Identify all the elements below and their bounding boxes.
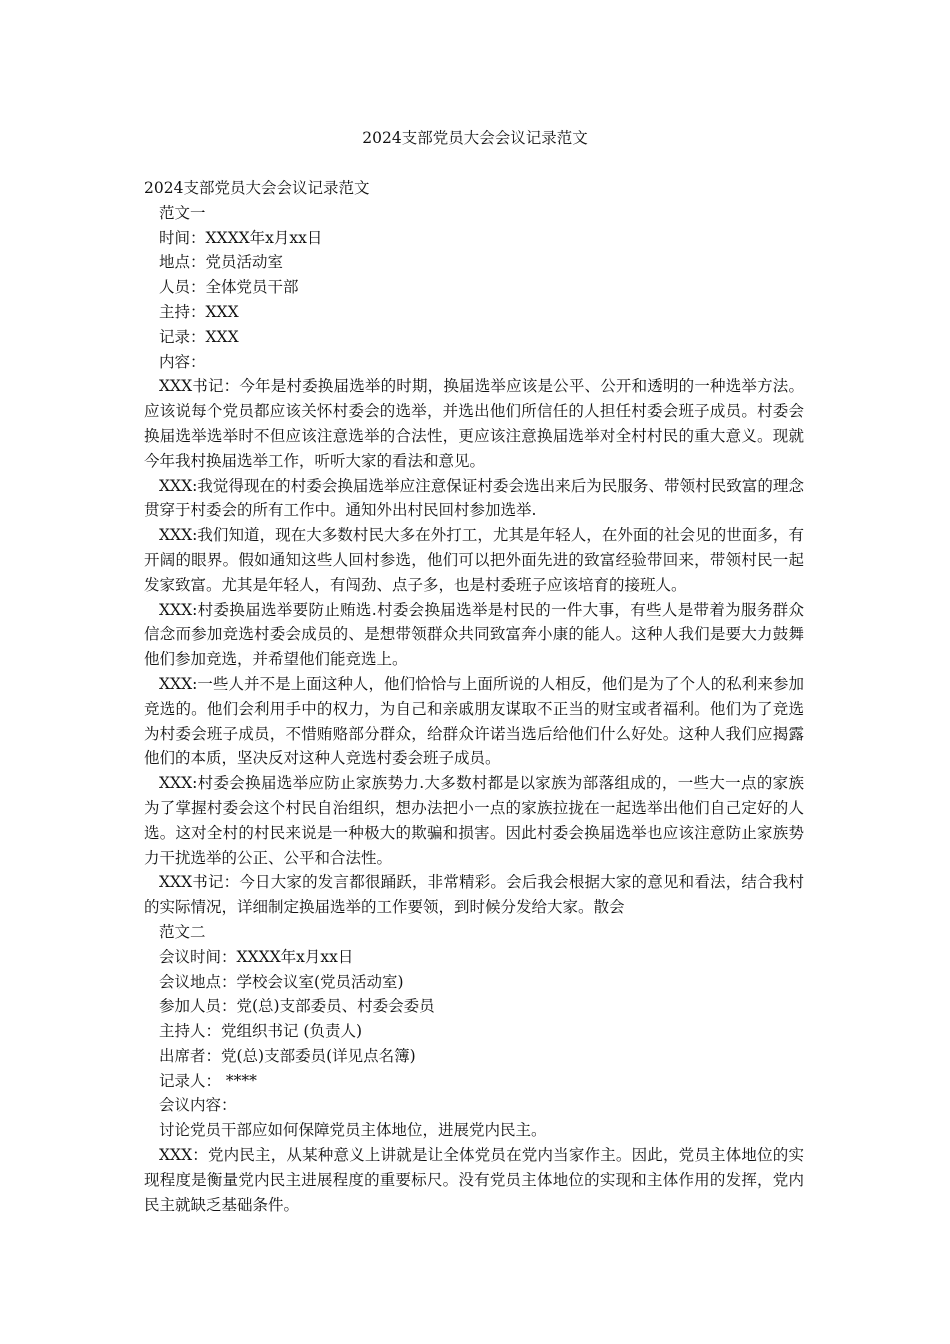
sample1-recorder: 记录：XXX [159, 327, 239, 346]
sample1-content-label: 内容： [159, 352, 206, 371]
sample1-place: 地点：党员活动室 [159, 253, 284, 272]
sample2-recorder: 记录人： **** [159, 1071, 257, 1090]
sample1-paragraph: XXX:村委换届选举要防止贿选.村委会换届选举是村民的一件大事，有些人是带着为服务群众信念而参加竞选村委会成员的、是想带领群众共同致富奔小康的能人。这种人我们是要大力鼓舞他们参加竞选，并希望他们能竞选上。 [144, 600, 804, 669]
sample1-paragraph: XXX:我觉得现在的村委会换届选举应注意保证村委会选出来后为民服务、带领村民致富的理念贯穿于村委会的所有工作中。通知外出村民回村参加选举. [144, 476, 804, 520]
sample1-host: 主持：XXX [159, 302, 239, 321]
sample2-place: 会议地点：学校会议室(党员活动室) [159, 972, 404, 991]
sample2-time: 会议时间：XXXX年x月xx日 [159, 947, 354, 966]
sample1-paragraph: XXX:村委会换届选举应防止家族势力.大多数村都是以家族为部落组成的，一些大一点的家族为了掌握村委会这个村民自治组织，想办法把小一点的家族拉拢在一起选举出他们自己定好的人选。这对全村的村民来说是一种极大的欺骗和损害。因此村委会换届选举也应该注意防止家族势力干扰选举的公正、公平和合法性。 [144, 774, 804, 867]
sample1-time: 时间：XXXX年x月xx日 [159, 228, 323, 247]
sample1-paragraph: XXX:我们知道，现在大多数村民大多在外打工，尤其是年轻人，在外面的社会见的世面多，有开阔的眼界。假如通知这些人回村参选，他们可以把外面先进的致富经验带回来，带领村民一起发家致富。尤其是年轻人，有闯劲、点子多，也是村委班子应该培育的接班人。 [144, 526, 804, 594]
sample2-paragraph: XXX：党内民主，从某种意义上讲就是让全体党员在党内当家作主。因此，党员主体地位的实现程度是衡量党内民主进展程度的重要标尺。没有党员主体地位的实现和主体作用的发挥，党内民主就缺乏基础条件。 [144, 1146, 804, 1214]
sample2-topic: 讨论党员干部应如何保障党员主体地位，进展党内民主。 [159, 1121, 547, 1140]
sample1-paragraph: XXX书记：今年是村委换届选举的时期，换届选举应该是公平、公开和透明的一种选举方法。应该说每个党员都应该关怀村委会的选举，并选出他们所信任的人担任村委会班子成员。村委会换届选举选举时不但应该注意选举的合法性，更应该注意换届选举对全村村民的重大意义。现就今年我村换届选举工作，听听大家的看法和意见。 [144, 377, 804, 470]
document-heading: 2024支部党员大会会议记录范文 [144, 179, 370, 197]
sample2-attendees: 参加人员：党(总)支部委员、村委会委员 [159, 997, 435, 1016]
sample1-label: 范文一 [159, 203, 206, 222]
sample1-paragraph: XXX书记：今日大家的发言都很踊跃，非常精彩。会后我会根据大家的意见和看法，结合我村的实际情况，详细制定换届选举的工作要领，到时候分发给大家。散会 [144, 873, 804, 917]
sample2-present: 出席者：党(总)支部委员(详见点名簿) [159, 1046, 416, 1065]
sample1-paragraph: XXX:一些人并不是上面这种人，他们恰恰与上面所说的人相反，他们是为了个人的私利来参加竞选的。他们会利用手中的权力，为自己和亲戚朋友谋取不正当的财宝或者福利。他们为了竞选为村委会班子成员，不惜贿赂部分群众，给群众许诺当选后给他们什么好处。这种人我们应揭露他们的本质，坚决反对这种人竞选村委会班子成员。 [144, 674, 804, 768]
sample2-content-label: 会议内容： [159, 1096, 237, 1115]
document-title: 2024支部党员大会会议记录范文 [362, 129, 588, 147]
sample2-label: 范文二 [159, 922, 206, 941]
document-body [144, 176, 804, 1217]
sample1-people: 人员：全体党员干部 [159, 278, 299, 297]
sample2-host: 主持人：党组织书记 (负责人) [159, 1022, 363, 1041]
